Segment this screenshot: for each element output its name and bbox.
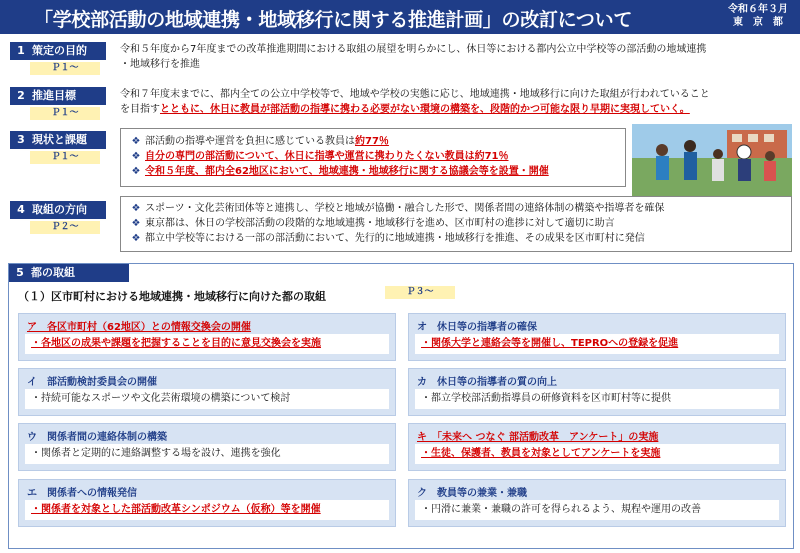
section-number: 3 — [17, 133, 25, 146]
section-title: 策定の目的 — [32, 44, 87, 57]
direction-box — [120, 196, 792, 252]
date-text: 令和６年３月 — [728, 4, 788, 15]
status-item — [127, 164, 625, 179]
status-item — [127, 149, 625, 164]
page-ref: Ｐ２～ — [30, 221, 100, 234]
page-title: 「学校部活動の地域連携・地域移行に関する推進計画」の改訂について — [34, 9, 633, 31]
card-body: ・持続可能なスポーツや文化芸術環境の構築について検討 — [25, 389, 389, 409]
section-2-label — [10, 87, 106, 105]
status-item — [127, 134, 625, 149]
card-body: ・生徒、保護者、教員を対象としてアンケートを実施 — [415, 444, 779, 464]
bullet-icon: ❖ — [131, 136, 141, 147]
date-block — [728, 3, 788, 29]
text-plain: を目指す — [120, 104, 160, 115]
direction-item — [127, 216, 791, 231]
section-number: 2 — [17, 89, 25, 102]
card-title: ア 各区市町村（62地区）との情報交換会の開催 — [27, 322, 251, 333]
card-body: ・関係大学と連絡会等を開催し、TEPROへの登録を促進 — [415, 334, 779, 354]
initiative-card — [18, 313, 396, 361]
section-number: 4 — [17, 203, 25, 216]
text-line: 令和７年度末までに、都内全ての公立中学校等で、地域や学校の実態に応じ、地域連携・地域移行に向けた取組が行われていること — [120, 89, 710, 100]
title-bar — [0, 0, 800, 34]
section-number: 1 — [17, 44, 25, 57]
page-ref: Ｐ１～ — [30, 151, 100, 164]
status-box — [120, 128, 626, 187]
section-1-text — [120, 42, 796, 72]
section-title: 推進目標 — [32, 89, 76, 102]
direction-text: スポーツ・文化芸術団体等と連携し、学校と地域が協働・融合した形で、関係者間の連絡体制の構築や指導者を確保 — [145, 203, 665, 214]
bullet-icon: ❖ — [131, 233, 141, 244]
section-title: 都の取組 — [31, 266, 75, 279]
card-body: ・関係者と定期的に連絡調整する場を設け、連携を強化 — [25, 444, 389, 464]
status-percent: 約77％ — [355, 136, 389, 147]
direction-item — [127, 231, 791, 246]
text-line: ・地域移行を推進 — [120, 59, 200, 70]
initiative-card — [408, 479, 786, 527]
card-title: ク 教員等の兼業・兼職 — [417, 488, 527, 499]
initiative-card — [408, 368, 786, 416]
initiative-card — [408, 313, 786, 361]
org-text: 東 京 都 — [733, 17, 783, 28]
status-text: 自分の専門の部活動について、休日に指導や運営に携わりたくない教員は約71％ — [145, 151, 509, 162]
initiative-card — [18, 479, 396, 527]
section-1-label — [10, 42, 106, 60]
card-title: オ 休日等の指導者の確保 — [417, 322, 537, 333]
card-body: ・円滑に兼業・兼職の許可を得られるよう、規程や運用の改善 — [415, 500, 779, 520]
goal-highlight: とともに、休日に教員が部活動の指導に携わる必要がない環境の構築を、段階的かつ可能な限り早期に実現していく。 — [160, 104, 690, 115]
card-title: イ 部活動検討委員会の開催 — [27, 377, 157, 388]
card-title: カ 休日等の指導者の質の向上 — [417, 377, 557, 388]
section-title: 現状と課題 — [32, 133, 87, 146]
card-title: キ 「未来へ つなぐ 部活動改革 アンケート」の実施 — [417, 432, 659, 443]
card-body: ・各地区の成果や課題を把握することを目的に意見交換会を実施 — [25, 334, 389, 354]
section-5-label — [9, 264, 129, 282]
text-line-2 — [120, 102, 796, 117]
bullet-icon: ❖ — [131, 151, 141, 162]
sub-heading: （１）区市町村における地域連携・地域移行に向けた都の取組 — [18, 290, 326, 303]
bullet-icon: ❖ — [131, 166, 141, 177]
section-4-label — [10, 201, 106, 219]
text-line: 令和５年度から7年度までの改革推進期間における取組の展望を明らかにし、休日等における都内公立中学校等の部活動の地域連携 — [120, 44, 707, 55]
page-ref: Ｐ１～ — [30, 107, 100, 120]
initiative-card — [18, 423, 396, 471]
students-photo — [632, 124, 792, 198]
card-body: ・関係者を対象とした部活動改革シンポジウム（仮称）等を開催 — [25, 500, 389, 520]
bullet-icon: ❖ — [131, 203, 141, 214]
card-title: ウ 関係者間の連絡体制の構築 — [27, 432, 167, 443]
direction-text: 東京都は、休日の学校部活動の段階的な地域連携・地域移行を進め、区市町村の進捗に対して適切に助言 — [145, 218, 615, 229]
status-text: 部活動の指導や運営を負担に感じている教員は — [145, 136, 355, 147]
page-ref: Ｐ１～ — [30, 62, 100, 75]
bullet-icon: ❖ — [131, 218, 141, 229]
status-text: 令和５年度、都内全62地区において、地域連携・地域移行に関する協議会等を設置・開催 — [145, 166, 549, 177]
card-body: ・都立学校部活動指導員の研修資料を区市町村等に提供 — [415, 389, 779, 409]
section-title: 取組の方向 — [32, 203, 87, 216]
direction-text: 都立中学校等における一部の部活動において、先行的に地域連携・地域移行を推進、その成果を区市町村に発信 — [145, 233, 645, 244]
direction-item — [127, 201, 791, 216]
section-3-label — [10, 131, 106, 149]
section-number: 5 — [16, 266, 24, 279]
initiative-card — [408, 423, 786, 471]
section-2-text — [120, 87, 796, 117]
page-ref: Ｐ３～ — [385, 286, 455, 299]
card-title: エ 関係者への情報発信 — [27, 488, 137, 499]
initiative-card — [18, 368, 396, 416]
